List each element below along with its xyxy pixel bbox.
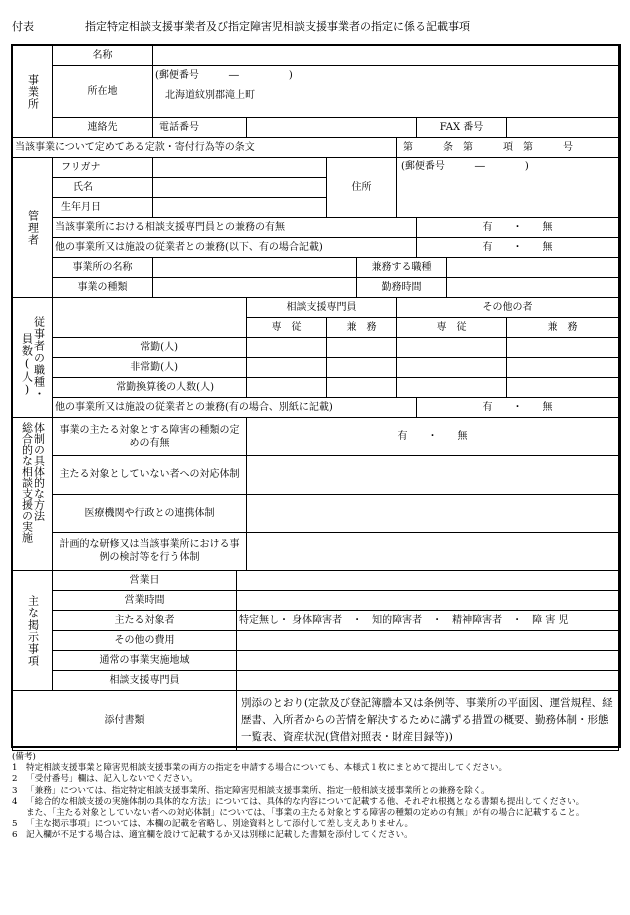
manager-birthdate-label: 生年月日 bbox=[53, 198, 153, 218]
business-hours-field[interactable] bbox=[237, 591, 619, 611]
notes-title: (備考) bbox=[12, 752, 36, 762]
equivalent-specialist-parttime-cell[interactable] bbox=[327, 378, 397, 398]
staff-section-label-b: 員数(人) bbox=[20, 332, 34, 397]
other-parttime-header: 兼 務 bbox=[507, 318, 619, 338]
business-days-label: 営業日 bbox=[53, 571, 237, 591]
system-row1-label: 事業の主たる対象とする障害の種類の定めの有無 bbox=[53, 418, 247, 456]
other-fees-field[interactable] bbox=[237, 631, 619, 651]
service-area-label: 通常の事業実施地域 bbox=[53, 651, 237, 671]
system-section-label bbox=[13, 418, 53, 571]
attachments-value: 別添のとおり(定款及び登記簿謄本又は条例等、事業所の平面図、運営規程、経歴書、入所者からの苦情を解決するために講ずる措置の概要、勤務体制・形態一覧表、資産状況(貸借対照表・財産目録等)) bbox=[237, 691, 619, 751]
posting-specialist-label: 相談支援専門員 bbox=[53, 671, 237, 691]
system-row2-field[interactable] bbox=[247, 456, 619, 494]
equivalent-other-parttime-cell[interactable] bbox=[507, 378, 619, 398]
manager-concurrent-specialist-label: 当該事業所における相談支援専門員との兼務の有無 bbox=[53, 218, 417, 238]
other-fees-label: その他の費用 bbox=[53, 631, 237, 651]
manager-furigana-label: フリガナ bbox=[53, 158, 153, 178]
system-row4-label: 計画的な研修又は当該事業所における事例の検討等を行う体制 bbox=[53, 532, 247, 570]
system-row3-field[interactable] bbox=[247, 494, 619, 532]
note-item: 1 特定相談支援事業と障害児相談支援事業の両方の指定を申請する場合についても、本様式１枚にまとめて提出してください。 bbox=[12, 763, 508, 774]
office-name-field[interactable] bbox=[153, 46, 619, 66]
office-address-label: 所在地 bbox=[53, 66, 153, 118]
regular-specialist-parttime-cell[interactable] bbox=[327, 338, 397, 358]
manager-name-label: 氏名 bbox=[53, 178, 153, 198]
office-contact-label: 連絡先 bbox=[53, 118, 153, 138]
equivalent-other-fulltime-cell[interactable] bbox=[397, 378, 507, 398]
application-form-table bbox=[12, 45, 619, 751]
office-phone-label: 電話番号 bbox=[153, 118, 247, 138]
office-name-label: 名称 bbox=[53, 46, 153, 66]
work-hours-label: 勤務時間 bbox=[357, 278, 447, 298]
posting-section-label: 主な掲示事項 bbox=[13, 571, 53, 691]
office-postal-code: (郵便番号 ― ) bbox=[155, 70, 293, 81]
page-title: 指定特定相談支援事業者及び指定障害児相談支援事業者の指定に係る記載事項 bbox=[85, 20, 470, 33]
system-row1-choice[interactable]: 有 ・ 無 bbox=[247, 418, 619, 456]
specialist-fulltime-header: 専 従 bbox=[247, 318, 327, 338]
target-choice[interactable]: 特定無し・ 身体障害者 ・ 知的障害者 ・ 精神障害者 ・ 障 害 児 bbox=[237, 611, 619, 631]
service-area-field[interactable] bbox=[237, 651, 619, 671]
posting-specialist-field[interactable] bbox=[237, 671, 619, 691]
concurrent-role-label: 兼務する職種 bbox=[357, 258, 447, 278]
staff-nonregular-label: 非常勤(人) bbox=[53, 358, 247, 378]
regular-other-fulltime-cell[interactable] bbox=[397, 338, 507, 358]
staff-concurrent-other-label: 他の事業所又は施設の従業者との兼務(有の場合、別紙に記載) bbox=[53, 398, 417, 418]
manager-concurrent-other-choice[interactable]: 有 ・ 無 bbox=[417, 238, 619, 258]
articles-label: 当該事業について定めてある定款・寄付行為等の条文 bbox=[13, 138, 397, 158]
nonregular-other-parttime-cell[interactable] bbox=[507, 358, 619, 378]
business-hours-label: 営業時間 bbox=[53, 591, 237, 611]
regular-specialist-fulltime-cell[interactable] bbox=[247, 338, 327, 358]
attachments-label: 添付書類 bbox=[13, 691, 237, 751]
business-type-label: 事業の種類 bbox=[53, 278, 153, 298]
office-fax-label: FAX 番号 bbox=[417, 118, 507, 138]
business-type-field[interactable] bbox=[153, 278, 357, 298]
manager-section-label: 管理者 bbox=[13, 158, 53, 298]
manager-birthdate-field[interactable] bbox=[153, 198, 327, 218]
staff-concurrent-other-choice[interactable]: 有 ・ 無 bbox=[417, 398, 619, 418]
staff-section-label bbox=[13, 298, 53, 418]
staff-regular-label: 常勤(人) bbox=[53, 338, 247, 358]
office-phone-field[interactable] bbox=[247, 118, 417, 138]
business-days-field[interactable] bbox=[237, 571, 619, 591]
staff-specialist-header: 相談支援専門員 bbox=[247, 298, 397, 318]
manager-furigana-field[interactable] bbox=[153, 158, 327, 178]
work-hours-field[interactable] bbox=[447, 278, 619, 298]
system-section-label-a: 体制の具体的な方法 bbox=[32, 422, 46, 521]
manager-concurrent-specialist-choice[interactable]: 有 ・ 無 bbox=[417, 218, 619, 238]
note-item: 2 「受付番号」欄は、記入しないでください。 bbox=[12, 774, 198, 785]
office-fax-field[interactable] bbox=[507, 118, 619, 138]
notes-section bbox=[12, 752, 618, 842]
office-section-label: 事業所 bbox=[13, 46, 53, 138]
manager-address-field[interactable] bbox=[397, 158, 619, 218]
note-item: 4 「総合的な相談支援の実施体制の具体的な方法」については、具体的な内容について記載する他、それぞれ根拠となる書類も提出してください。 bbox=[12, 796, 585, 807]
manager-concurrent-other-label: 他の事業所又は施設の従業者との兼務(以下、有の場合記載) bbox=[53, 238, 417, 258]
specialist-parttime-header: 兼 務 bbox=[327, 318, 397, 338]
regular-other-parttime-cell[interactable] bbox=[507, 338, 619, 358]
other-fulltime-header: 専 従 bbox=[397, 318, 507, 338]
articles-value[interactable]: 第 条 第 項 第 号 bbox=[397, 138, 619, 158]
note-item: 6 記入欄が不足する場合は、適宜欄を設けて記載するか又は別様に記載した書類を添付してください。 bbox=[12, 830, 413, 841]
staff-other-header: その他の者 bbox=[397, 298, 619, 318]
office-address-field[interactable] bbox=[153, 66, 619, 118]
manager-name-field[interactable] bbox=[153, 178, 327, 198]
system-row3-label: 医療機関や行政との連携体制 bbox=[53, 494, 247, 532]
manager-postal-code: (郵便番号 ― ) bbox=[401, 161, 529, 172]
nonregular-other-fulltime-cell[interactable] bbox=[397, 358, 507, 378]
concurrent-role-field[interactable] bbox=[447, 258, 619, 278]
manager-address-label: 住所 bbox=[327, 158, 397, 218]
target-label: 主たる対象者 bbox=[53, 611, 237, 631]
note-item: 5 「主な掲示事項」については、本欄の記載を省略し、別途資料として添付して差し支えありません。 bbox=[12, 819, 414, 830]
staff-section-label-a: 従事者の職種・ bbox=[32, 315, 46, 400]
staff-header-blank bbox=[53, 298, 247, 338]
concurrent-office-name-field[interactable] bbox=[153, 258, 357, 278]
concurrent-office-name-label: 事業所の名称 bbox=[53, 258, 153, 278]
office-address-value: 北海道紋別郡滝上町 bbox=[165, 90, 255, 101]
system-section-label-b: 総合的な相談支援の実施 bbox=[20, 422, 34, 543]
note-item: 3 「兼務」については、指定特定相談支援事業所、指定障害児相談支援事業所、指定一般相談支援事業所との兼務を除く。 bbox=[12, 785, 490, 796]
equivalent-specialist-fulltime-cell[interactable] bbox=[247, 378, 327, 398]
staff-equivalent-label: 常勤換算後の人数(人) bbox=[53, 378, 247, 398]
nonregular-specialist-fulltime-cell[interactable] bbox=[247, 358, 327, 378]
nonregular-specialist-parttime-cell[interactable] bbox=[327, 358, 397, 378]
system-row2-label: 主たる対象としていない者への対応体制 bbox=[53, 456, 247, 494]
form-label: 付表 bbox=[12, 20, 34, 33]
system-row4-field[interactable] bbox=[247, 532, 619, 570]
note-item: また、「主たる対象としていない者への対応体制」については、「事業の主たる対象とする障害の種類の定めの有無」が有の場合に記載すること。 bbox=[26, 808, 585, 819]
